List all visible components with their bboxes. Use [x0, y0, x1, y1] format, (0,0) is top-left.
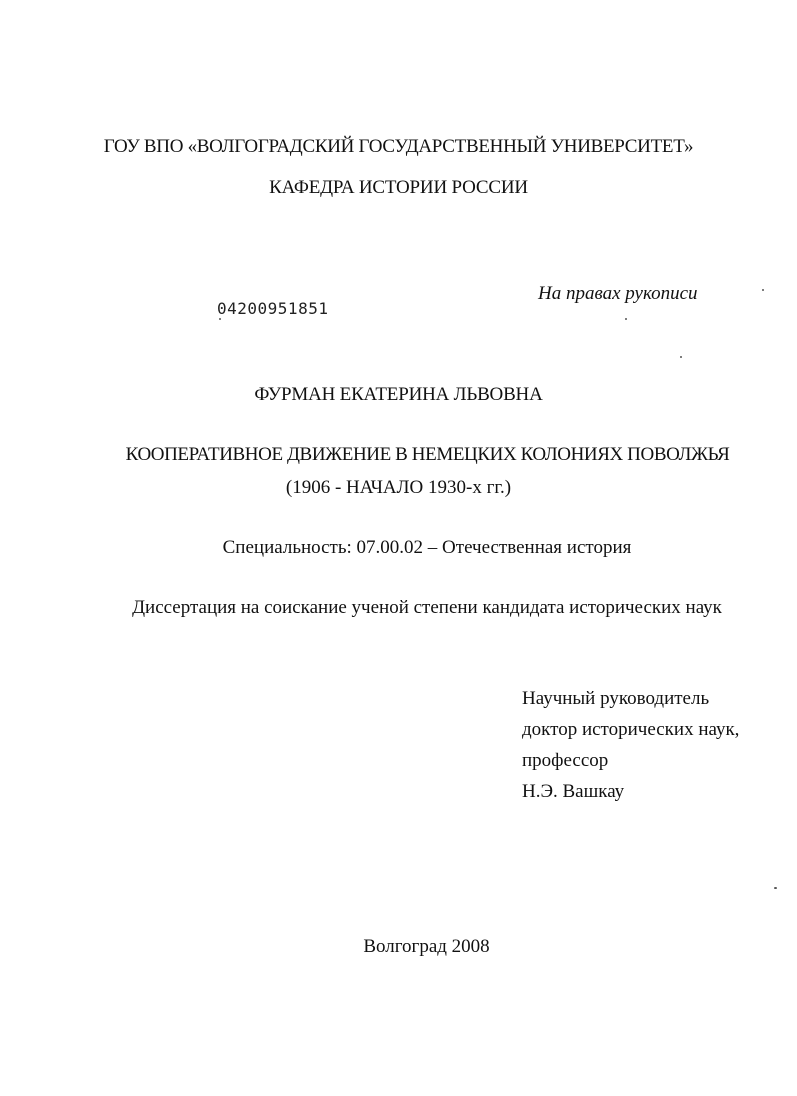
dissertation-subtitle: (1906 - НАЧАЛО 1930-х гг.) — [285, 477, 512, 498]
rights-note: На правах рукописи — [538, 283, 698, 304]
scan-speck — [680, 356, 682, 358]
scan-speck — [762, 289, 764, 291]
library-stamp: 04200951851 — [217, 299, 329, 318]
city-year: Волгоград 2008 — [363, 936, 490, 957]
specialty: Специальность: 07.00.02 – Отечественная история — [222, 537, 632, 558]
scan-speck — [625, 318, 627, 320]
author-name: ФУРМАН ЕКАТЕРИНА ЛЬВОВНА — [254, 384, 543, 405]
supervisor-degree: доктор исторических наук, — [522, 719, 740, 740]
supervisor-role: Научный руководитель — [522, 688, 710, 709]
scan-speck — [219, 318, 221, 320]
institution-name: ГОУ ВПО «ВОЛГОГРАДСКИЙ ГОСУДАРСТВЕННЫЙ УНИВЕРСИТЕТ» — [103, 136, 694, 157]
dissertation-title: КООПЕРАТИВНОЕ ДВИЖЕНИЕ В НЕМЕЦКИХ КОЛОНИЯХ ПОВОЛЖЬЯ — [125, 444, 730, 465]
supervisor-rank: профессор — [522, 750, 609, 771]
department-name: КАФЕДРА ИСТОРИИ РОССИИ — [269, 177, 528, 198]
degree-statement: Диссертация на соискание ученой степени кандидата исторических наук — [132, 597, 722, 618]
supervisor-name: Н.Э. Вашкау — [522, 781, 625, 802]
scan-speck — [774, 887, 777, 889]
